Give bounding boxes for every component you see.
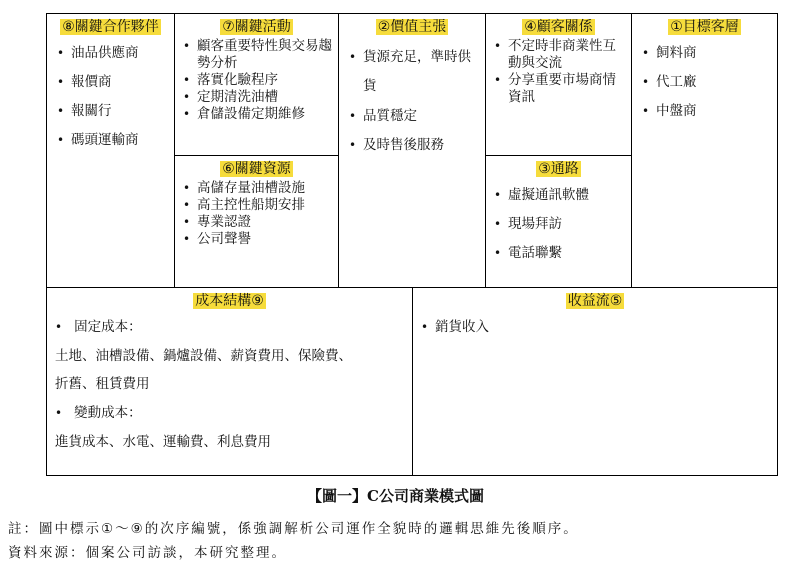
list-item: • 高儲存量油槽設施 <box>179 180 333 197</box>
value-proposition-list <box>345 43 481 160</box>
list-item: • 分享重要市場商情資訊 <box>490 72 628 106</box>
key-partners-list <box>53 45 171 161</box>
figure-source: 資料來源：個案公司訪談，本研究整理。 <box>8 545 287 561</box>
key-activities-list <box>179 38 333 123</box>
list-item: • 專業認證 <box>179 214 333 231</box>
list-item: • 代工廠 <box>638 74 774 91</box>
list-item: • 虛擬通訊軟體 <box>490 187 628 204</box>
list-item: • 油品供應商 <box>53 45 171 62</box>
list-item: • 不定時非商業性互動與交流 <box>490 38 628 72</box>
list-item: • 中盤商 <box>638 103 774 120</box>
list-item: • 落實化驗程序 <box>179 72 333 89</box>
key-partners-title: ⑧關鍵合作夥伴 <box>62 19 159 35</box>
list-item: • 碼頭運輸商 <box>53 132 171 149</box>
figure-note: 註：圖中標示①～⑨的次序編號，係強調解析公司運作全貌時的邏輯思維先後順序。 <box>8 521 579 537</box>
customer-segments-list <box>638 45 774 132</box>
list-item: • 飼料商 <box>638 45 774 62</box>
channels-title: ③通路 <box>538 161 579 177</box>
key-resources-list <box>179 180 333 248</box>
revenue-streams-list <box>417 318 757 336</box>
list-item: • 電話聯繫 <box>490 245 628 262</box>
key-partners-block <box>46 13 175 288</box>
list-item: • 銷貨收入 <box>417 318 757 336</box>
list-item: • 品質穩定 <box>345 102 481 131</box>
key-activities-block <box>174 13 339 156</box>
list-item: • 公司聲譽 <box>179 231 333 248</box>
customer-relationships-title: ④顧客關係 <box>524 19 593 35</box>
customer-segments-block <box>631 13 778 288</box>
value-proposition-title: ②價值主張 <box>377 19 447 35</box>
customer-segments-title: ①目標客層 <box>670 19 739 35</box>
channels-block <box>485 155 632 288</box>
list-item: • 定期清洗油槽 <box>179 89 333 106</box>
key-resources-title: ⑥關鍵資源 <box>222 161 291 177</box>
value-proposition-block <box>338 13 486 288</box>
customer-relationships-list <box>490 38 628 106</box>
list-item: • 及時售後服務 <box>345 131 481 160</box>
variable-cost-label: • 變動成本： <box>55 404 142 422</box>
figure-caption: 【圖一】C公司商業模式圖 <box>307 487 484 505</box>
cost-structure-block <box>46 287 413 476</box>
list-item: • 顧客重要特性與交易趨勢分析 <box>179 38 333 72</box>
key-activities-title: ⑦關鍵活動 <box>222 19 291 35</box>
list-item: • 報關行 <box>53 103 171 120</box>
key-resources-block <box>174 155 339 288</box>
fixed-cost-line-1: 土地、油槽設備、鍋爐設備、薪資費用、保險費、 <box>55 348 352 364</box>
list-item: • 高主控性船期安排 <box>179 197 333 214</box>
fixed-cost-label: • 固定成本： <box>55 318 142 336</box>
list-item: • 倉儲設備定期維修 <box>179 106 333 123</box>
list-item: • 現場拜訪 <box>490 216 628 233</box>
variable-cost-line: 進貨成本、水電、運輸費、利息費用 <box>55 434 271 450</box>
customer-relationships-block <box>485 13 632 156</box>
revenue-streams-block <box>412 287 778 476</box>
list-item: • 報價商 <box>53 74 171 91</box>
revenue-streams-title: 收益流⑤ <box>567 293 623 309</box>
channels-list <box>490 187 628 274</box>
fixed-cost-line-2: 折舊、租賃費用 <box>55 376 150 392</box>
cost-structure-title: 成本結構⑨ <box>195 293 264 309</box>
list-item: • 貨源充足，準時供貨 <box>345 43 481 101</box>
